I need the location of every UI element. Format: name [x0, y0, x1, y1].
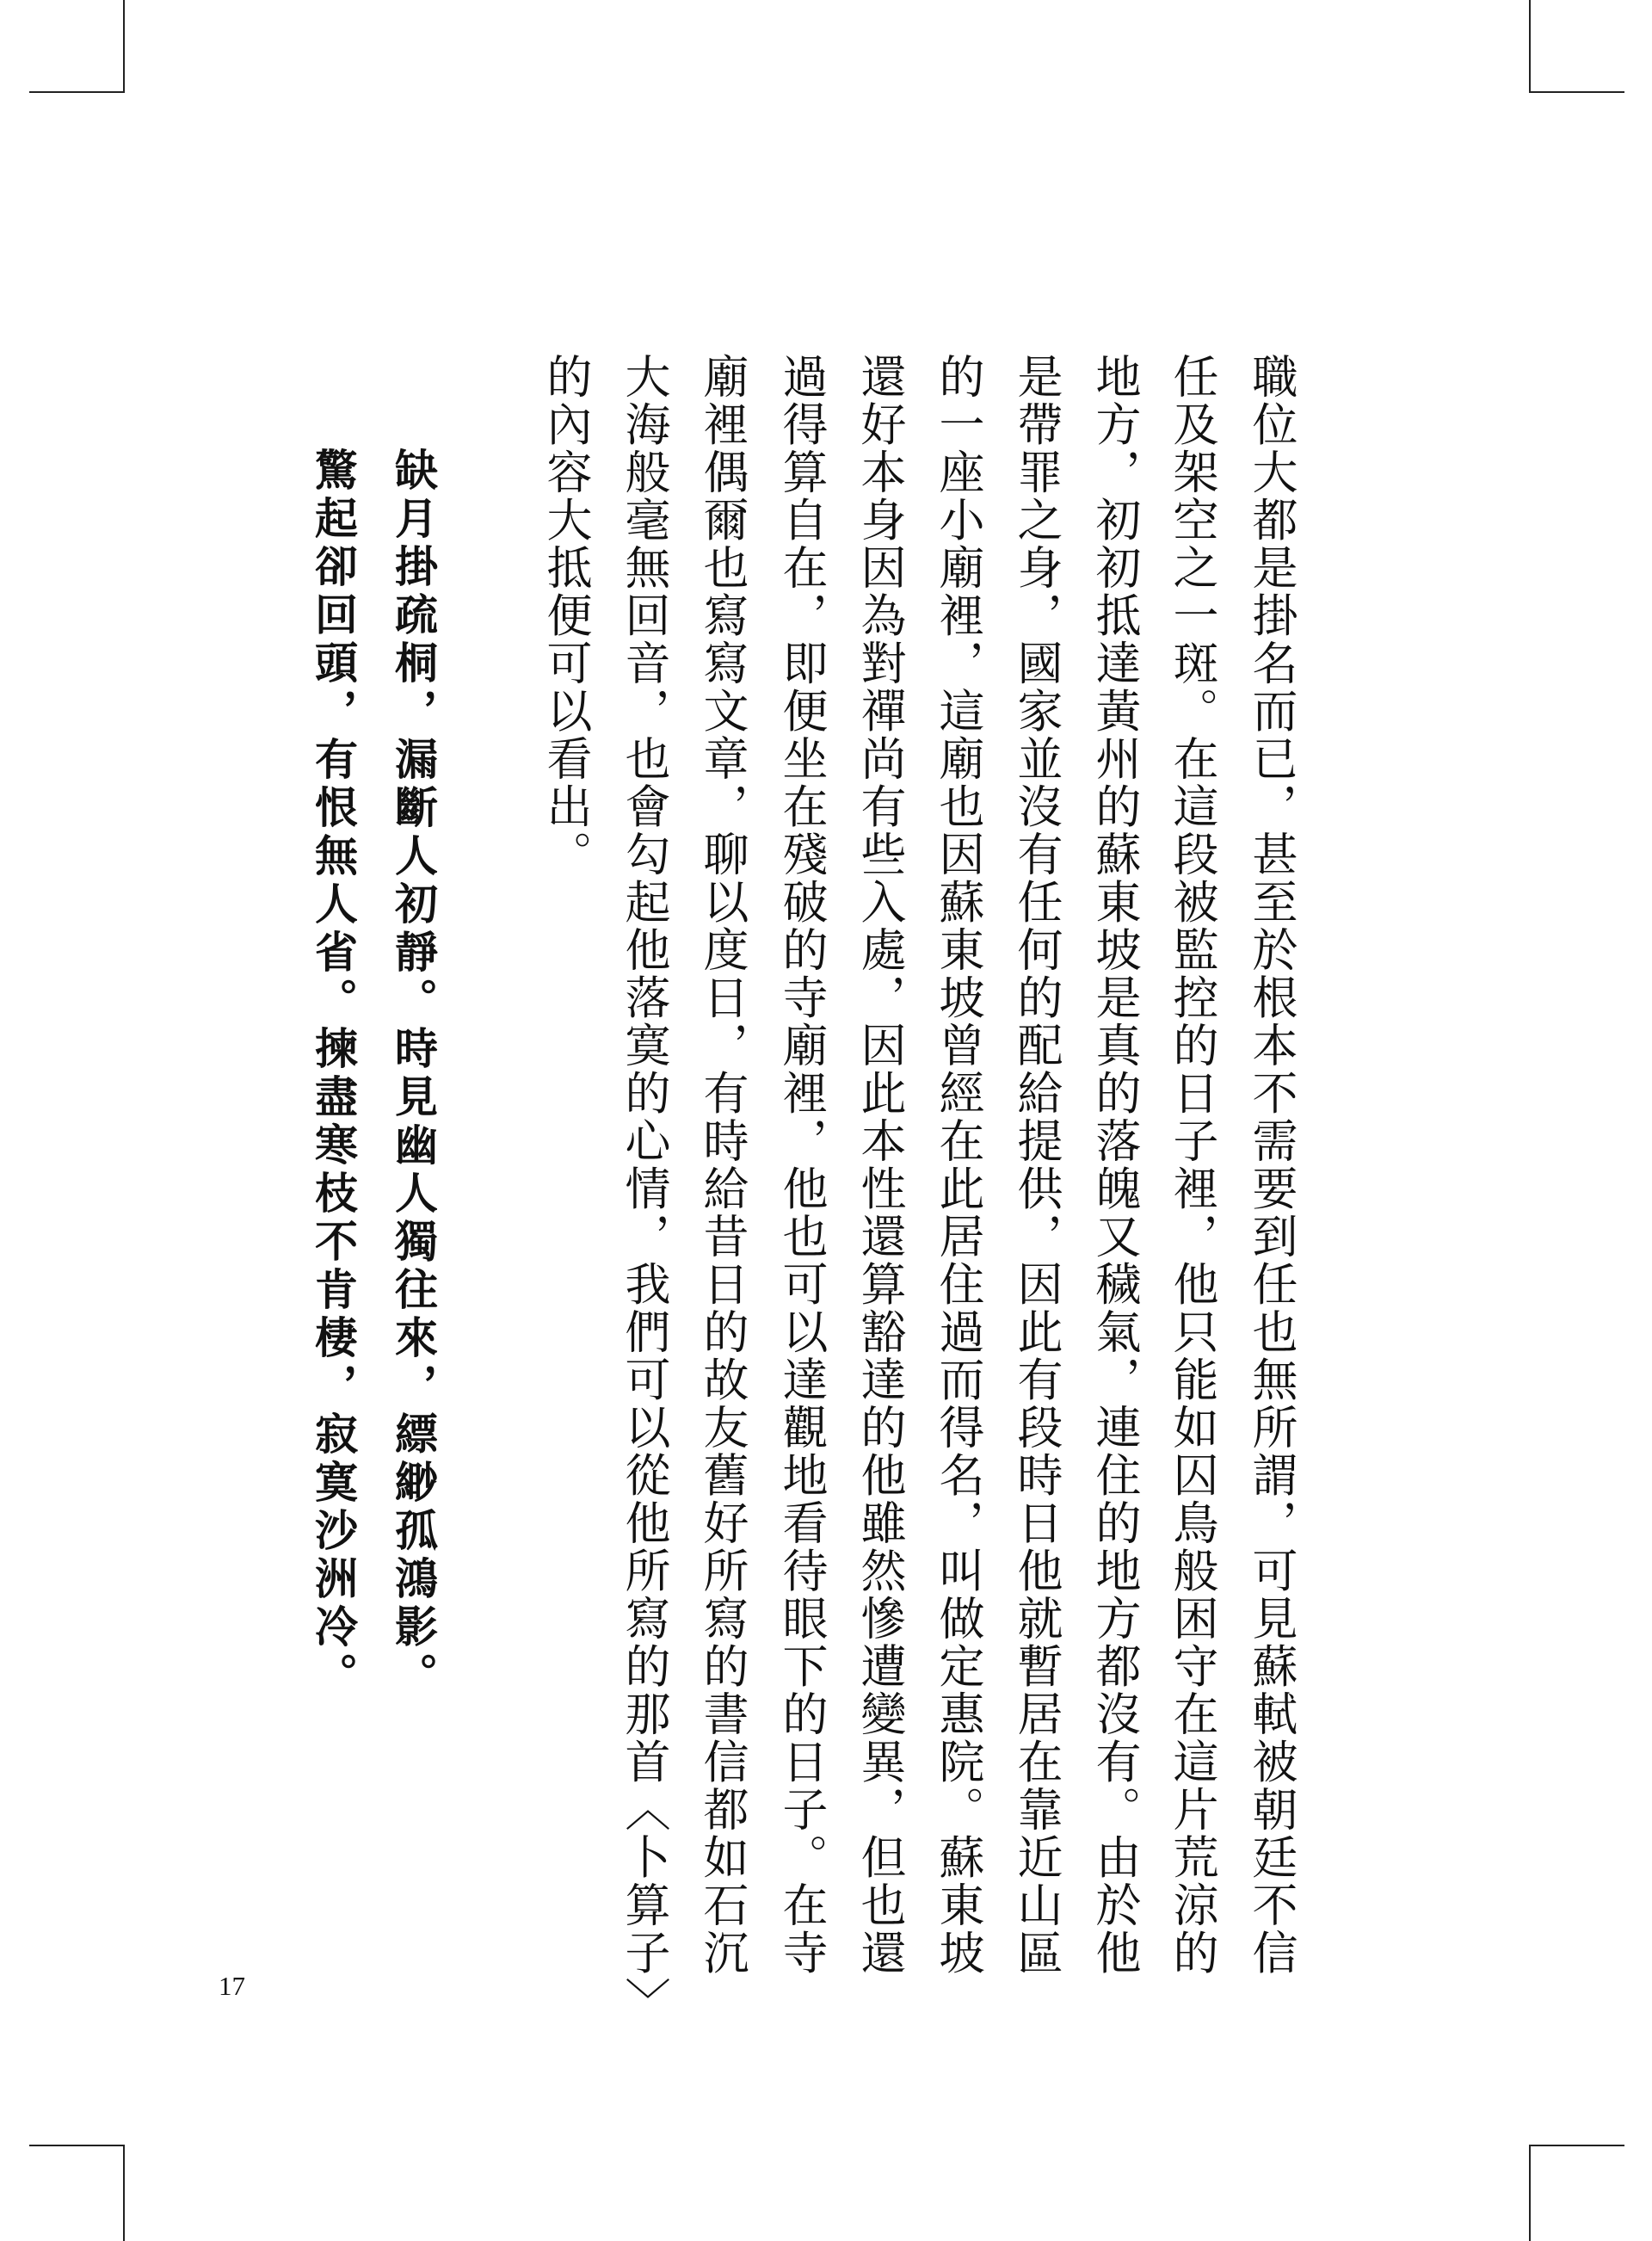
prose-column-1: 職位大都是掛名而已，甚至於根本不需要到任也無所謂，可見蘇軾被朝廷不信: [1245, 353, 1298, 1977]
page-number: 17: [219, 1971, 245, 2001]
prose-column-9: 大海般毫無回音，也會勾起他落寞的心情，我們可以從他所寫的那首〈卜算子〉: [618, 353, 670, 2025]
prose-column-4: 是帶罪之身，國家並沒有任何的配給提供，因此有段時日他就暫居在靠近山區: [1010, 353, 1063, 1977]
prose-column-2: 任及架空之一斑。在這段被監控的日子裡，他只能如囚鳥般困守在這片荒涼的: [1166, 353, 1218, 1977]
poem-column-2: 驚起卻回頭，有恨無人省。揀盡寒枝不肯棲，寂寞沙洲冷。: [308, 448, 359, 1701]
prose-column-8: 廟裡偶爾也寫寫文章，聊以度日，有時給昔日的故友舊好所寫的書信都如石沉: [696, 353, 749, 1977]
prose-column-5: 的一座小廟裡，這廟也因蘇東坡曾經在此居住過而得名，叫做定惠院。蘇東坡: [932, 353, 984, 1977]
prose-column-7: 過得算自在，即便坐在殘破的寺廟裡，他也可以達觀地看待眼下的日子。在寺: [775, 353, 828, 1977]
prose-column-10: 的內容大抵便可以看出。: [539, 353, 592, 879]
poem-column-1: 缺月掛疏桐，漏斷人初靜。時見幽人獨往來，縹緲孤鴻影。: [388, 448, 439, 1701]
prose-column-3: 地方，初初抵達黃州的蘇東坡是真的落魄又穢氣，連住的地方都沒有。由於他: [1088, 353, 1141, 1977]
prose-column-6: 還好本身因為對禪尚有些入處，因此本性還算豁達的他雖然慘遭變異，但也還: [854, 353, 906, 1977]
